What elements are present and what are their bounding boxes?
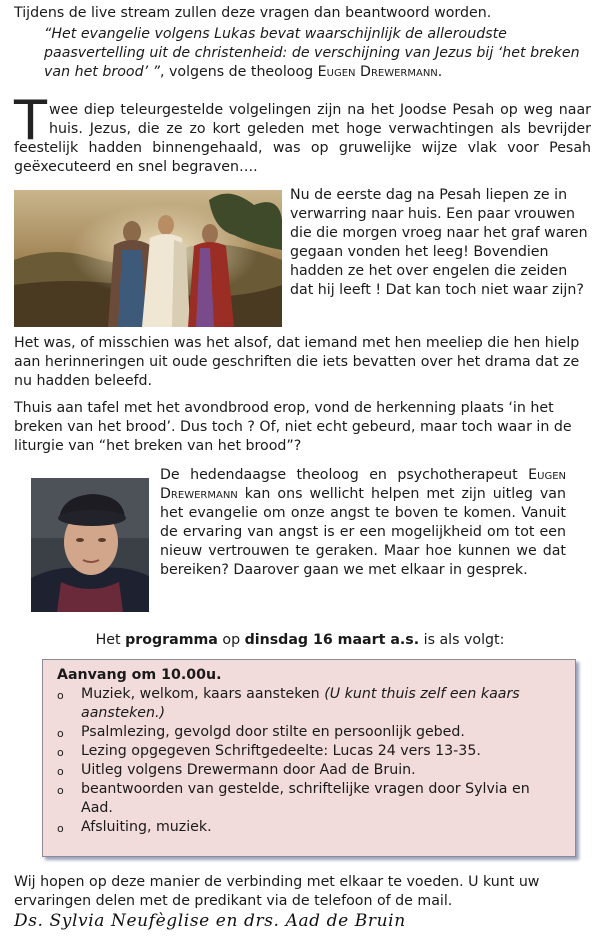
story-paragraph-3: Het was, of misschien was het alsof, dat iemand met hen meeliep die hen hielp aan herinneringen uit oude geschriften die iets bevatten over het drama dat ze nu hadden beleefd. — [14, 335, 580, 389]
program-item-text: Muziek, welkom, kaars aansteken — [81, 686, 325, 702]
program-item-text: Afsluiting, muziek. — [81, 819, 212, 835]
closing-paragraph: Wij hopen op deze manier de verbinding met elkaar te voeden. U kunt uw ervaringen delen met de predikant via de telefoon of de mail. — [14, 874, 540, 909]
program-item-text: Uitleg volgens Drewermann door Aad de Bruin. — [81, 762, 416, 778]
program-item-note: (U kunt thuis zelf een kaars aansteken.) — [81, 686, 520, 721]
bullet-icon: o — [57, 822, 64, 835]
bullet-icon: o — [57, 727, 64, 740]
program-start-time: Aanvang om 10.00u. — [57, 667, 222, 683]
program-item-text: Lezing opgegeven Schriftgedeelte: Lucas 24 vers 13-35. — [81, 743, 481, 759]
program-item — [57, 685, 565, 723]
program-item-text: Psalmlezing, gevolgd door stilte en persoonlijk gebed. — [81, 724, 465, 740]
quote-author: Eugen Drewermann — [317, 64, 438, 80]
drewermann-portrait — [31, 478, 149, 612]
program-box — [42, 659, 576, 857]
program-intro-suffix: is als volgt: — [419, 632, 505, 648]
story-paragraph-4: Thuis aan tafel met het avondbrood erop, vond de herkenning plaats ‘in het breken van het brood’. Dus toch ? Of, niet echt gebeurd, maar toch waar in de liturgie van “het breken van het brood”? — [14, 400, 572, 454]
program-list — [57, 685, 565, 837]
story-paragraph-1 — [14, 89, 591, 177]
drop-cap: T — [14, 89, 47, 152]
program-intro-prefix: Het — [95, 632, 126, 648]
program-item-text: beantwoorden van gestelde, schriftelijke vragen door Sylvia en Aad. — [81, 781, 530, 816]
quote-attribution: , volgens de theoloog — [159, 64, 318, 80]
story-paragraph-1-text: wee diep teleurgestelde volgelingen zijn na het Joodse Pesah op weg naar huis. Jezus, die ze zo kort geleden met hoge verwachtingen als bevrijder feestelijk hadden binnengehaald, was op gruwelijke wijze vlak voor Pesah geëxecuteerd en snel begraven…. — [14, 102, 591, 175]
program-item — [57, 723, 565, 742]
quote-text: “Het evangelie volgens Lukas bevat waarschijnlijk de alleroudste paasvertelling uit de christenheid: de verschijning van Jezus bij ‘het breken van het brood’ ” — [44, 26, 580, 80]
bullet-icon: o — [57, 746, 64, 759]
program-intro-mid: op — [217, 632, 245, 648]
drewermann-quote — [44, 25, 589, 82]
program-item — [57, 818, 565, 837]
theologian-prefix: De hedendaagse theoloog en psychotherapeut — [160, 467, 529, 483]
theologian-paragraph — [160, 466, 566, 580]
bullet-icon: o — [57, 784, 64, 797]
intro-line: Tijdens de live stream zullen deze vragen dan beantwoord worden. — [14, 5, 492, 21]
program-item — [57, 761, 565, 780]
story-paragraph-2: Nu de eerste dag na Pesah liepen ze in verwarring naar huis. Een paar vrouwen die die morgen vroeg naar het graf waren gegaan vonden het leeg! Bovendien hadden ze het over engelen die zeiden dat hij leeft ! Dat kan toch niet waar zijn? — [290, 187, 588, 298]
quote-period: . — [437, 64, 443, 80]
theologian-name: Eugen Drewermann — [160, 467, 566, 502]
program-intro-date: dinsdag 16 maart a.s. — [244, 632, 420, 648]
bullet-icon: o — [57, 689, 64, 702]
signature: Ds. Sylvia Neufèglise en drs. Aad de Bruin — [14, 911, 406, 931]
program-intro-keyword: programma — [125, 632, 218, 648]
theologian-text: kan ons wellicht helpen met zijn uitleg van het evangelie om onze angst te boven te komen. Vanuit de ervaring van angst is er een mogelijkheid om tot een nieuw vertrouwen te geraken. Maar hoe kunnen we dat bereiken? Daarover gaan we met elkaar in gesprek. — [160, 486, 566, 578]
program-item — [57, 742, 565, 761]
program-item — [57, 780, 565, 818]
bullet-icon: o — [57, 765, 64, 778]
emmaus-painting — [14, 190, 282, 327]
program-intro — [0, 631, 600, 650]
